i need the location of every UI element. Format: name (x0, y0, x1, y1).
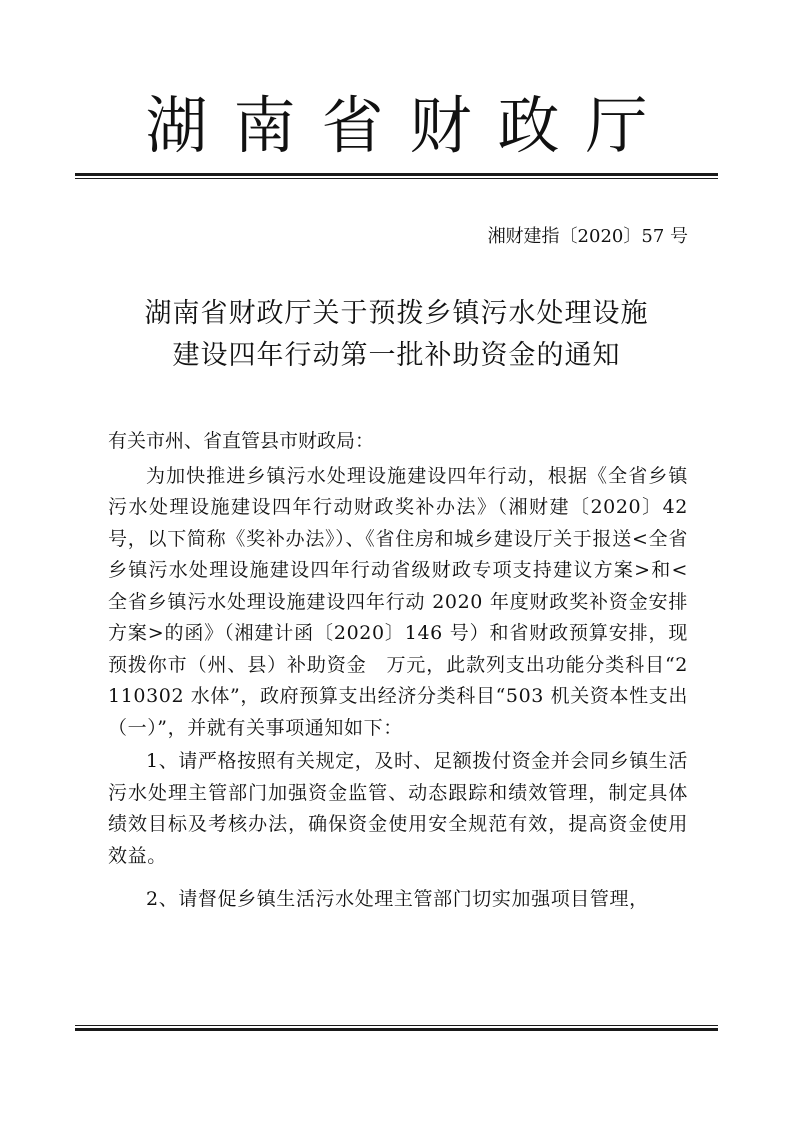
document-number: 湘财建指〔2020〕57 号 (487, 226, 688, 247)
document-body (108, 426, 688, 916)
item-1-paragraph: 1、请严格按照有关规定，及时、足额拨付资金并会同乡镇生活污水处理主管部门加强资金监管、动态跟踪和绩效管理，制定具体绩效目标及考核办法，确保资金使用安全规范有效，提高资金使用效益。 (108, 750, 688, 867)
item-2-paragraph: 2、请督促乡镇生活污水处理主管部门切实加强项目管理， (146, 888, 649, 910)
header-double-rule (75, 173, 718, 181)
footer-rule-thin (75, 1025, 718, 1026)
header-rule-thin (75, 178, 718, 179)
footer-rule-thick (75, 1028, 718, 1031)
header-rule-thick (75, 173, 718, 176)
addressee: 有关市州、省直管县市财政局： (108, 430, 375, 452)
footer-double-rule (75, 1025, 718, 1033)
issuing-organization: 湖南省财政厅 (145, 89, 674, 162)
document-title-line-1: 湖南省财政厅关于预拨乡镇污水处理设施 (144, 298, 649, 329)
intro-paragraph: 为加快推进乡镇污水处理设施建设四年行动，根据《全省乡镇污水处理设施建设四年行动财政奖补办法》（湘财建〔2020〕42 号，以下简称《奖补办法》）、《省住房和城乡建设厅关于报送<全省乡镇污水处理设施建设四年行动省级财政专项支持建议方案>和<全省乡镇污水处理设施建设四年行动 2020 年度财政奖补资金安排方案>的函》（湘建计函〔2020〕146 号）和省财政预算安排，现预拨你市（州、县）补助资金 万元，此款列支出功能分类科目“2110302 水体”，政府预算支出经济分类科目“503 机关资本性支出（一）”，并就有关事项通知如下： (108, 464, 688, 739)
document-title-line-2: 建设四年行动第一批补助资金的通知 (172, 340, 621, 371)
document-title (0, 293, 793, 377)
